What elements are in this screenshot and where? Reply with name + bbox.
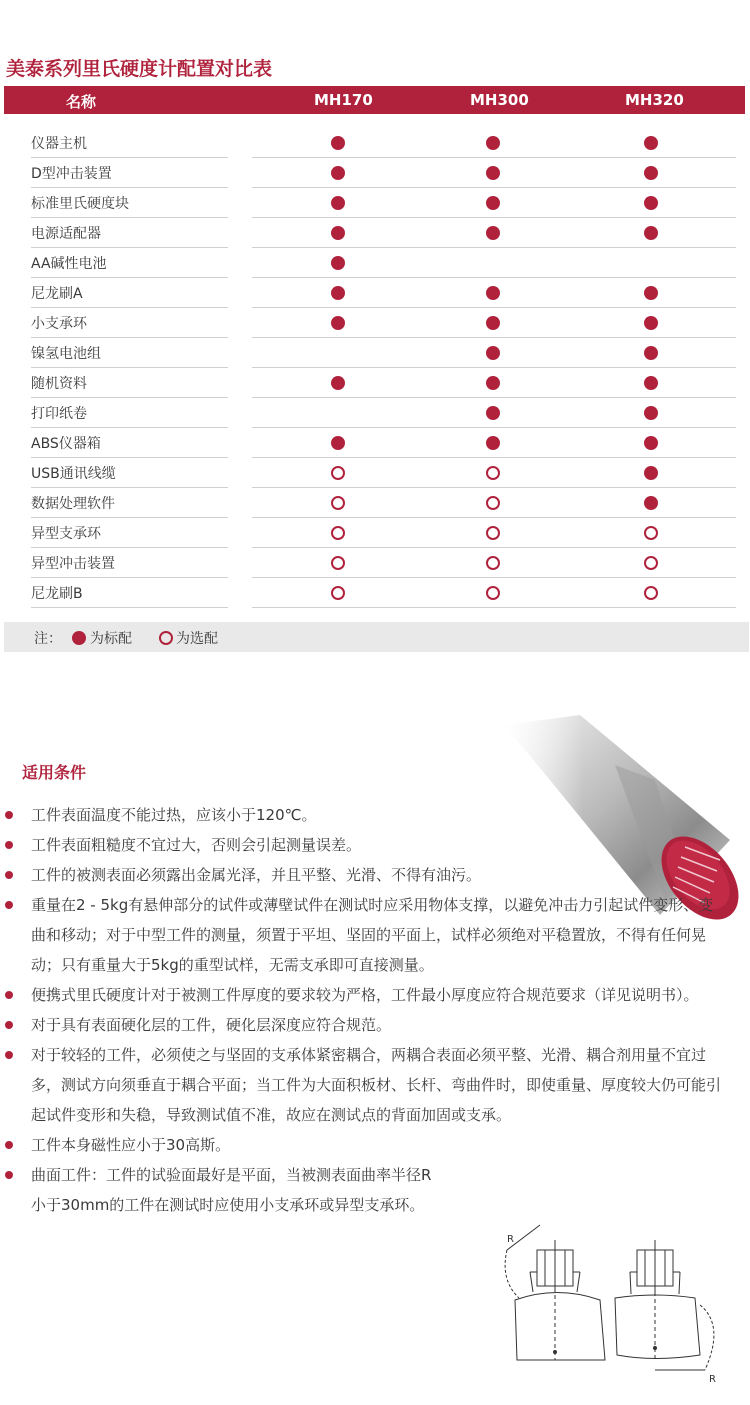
standard-dot-icon [331,436,345,450]
table-row [0,158,750,188]
bullet-icon [5,811,13,819]
table-row [0,278,750,308]
standard-dot-icon [331,226,345,240]
bullet-icon [5,841,13,849]
standard-dot-icon [644,196,658,210]
standard-dot-icon [644,376,658,390]
curved-surface-diagram [495,1220,735,1390]
bullet-icon [5,1171,13,1179]
condition-text: 工件表面粗糙度不宜过大，否则会引起测量误差。 [31,836,362,854]
row-divider [31,607,228,608]
header-mh320: MH320 [625,91,684,109]
table-row [0,398,750,428]
standard-dot-icon [644,346,658,360]
condition-text: 对于具有表面硬化层的工件，硬化层深度应符合规范。 [31,1016,392,1034]
optional-ring-icon [486,526,500,540]
row-label: D型冲击装置 [31,166,112,182]
bullet-icon [5,871,13,879]
table-row [0,518,750,548]
optional-ring-icon [159,631,173,645]
header-name: 名称 [66,93,97,111]
radius-label-right: R [709,1374,716,1385]
standard-dot-icon [486,406,500,420]
optional-ring-icon [644,586,658,600]
condition-item [0,1160,750,1220]
standard-dot-icon [644,166,658,180]
condition-item [0,830,750,860]
conditions-list [0,800,750,1220]
standard-dot-icon [644,316,658,330]
row-label: 异型冲击装置 [31,556,115,572]
bullet-icon [5,1051,13,1059]
row-divider [252,607,736,608]
table-row [0,488,750,518]
optional-ring-icon [644,526,658,540]
table-row [0,458,750,488]
row-label: 随机资料 [31,376,87,392]
standard-dot-icon [486,136,500,150]
standard-dot-icon [644,136,658,150]
note-standard: 为标配 [90,631,132,647]
row-label: 尼龙刷B [31,586,83,602]
legend-note [4,622,749,652]
row-label: AA碱性电池 [31,256,107,272]
table-row [0,548,750,578]
standard-dot-icon [644,286,658,300]
note-optional: 为选配 [176,631,218,647]
table-body [0,128,750,608]
condition-item [0,890,750,980]
standard-dot-icon [331,136,345,150]
condition-text: 重量在2 - 5kg有悬伸部分的试件或薄壁试件在测试时应采用物体支撑，以避免冲击力引起试件变形、变曲和移动；对于中型工件的测量，须置于平坦、坚固的平面上，试样必须绝对平稳置放，不得有任何晃动；只有重量大于5kg的重型试样，无需支承即可直接测量。 [31,896,714,974]
standard-dot-icon [486,166,500,180]
row-label: 数据处理软件 [31,496,115,512]
optional-ring-icon [331,496,345,510]
table-title: 美泰系列里氏硬度计配置对比表 [6,58,273,80]
row-label: 打印纸卷 [31,406,87,422]
optional-ring-icon [644,556,658,570]
condition-text: 工件表面温度不能过热，应该小于120℃。 [31,806,317,824]
row-label: 异型支承环 [31,526,101,542]
row-label: 小支承环 [31,316,87,332]
standard-dot-icon [644,466,658,480]
condition-item [0,1130,750,1160]
table-row [0,428,750,458]
table-row [0,368,750,398]
condition-item [0,1040,750,1130]
row-label: 电源适配器 [31,226,101,242]
condition-text: 工件本身磁性应小于30高斯。 [31,1136,231,1154]
standard-dot-icon [486,196,500,210]
standard-dot-icon [331,166,345,180]
optional-ring-icon [486,556,500,570]
standard-dot-icon [331,286,345,300]
standard-dot-icon [486,376,500,390]
condition-item [0,980,750,1010]
optional-ring-icon [331,526,345,540]
bullet-icon [5,1141,13,1149]
header-mh300: MH300 [470,91,529,109]
bullet-icon [5,991,13,999]
bullet-icon [5,1021,13,1029]
row-label: 尼龙刷A [31,286,83,302]
standard-dot-icon [486,316,500,330]
standard-dot-icon [486,346,500,360]
standard-dot-icon [644,496,658,510]
optional-ring-icon [331,556,345,570]
conditions-title: 适用条件 [22,763,87,782]
row-label: USB通讯线缆 [31,466,116,482]
table-row [0,308,750,338]
standard-dot-icon [331,316,345,330]
standard-dot-icon [486,226,500,240]
standard-dot-icon [72,631,86,645]
table-row [0,218,750,248]
standard-dot-icon [331,376,345,390]
note-prefix: 注： [34,631,62,647]
bullet-icon [5,901,13,909]
optional-ring-icon [331,586,345,600]
standard-dot-icon [644,436,658,450]
table-header [4,86,745,114]
table-row [0,188,750,218]
standard-dot-icon [331,256,345,270]
row-label: 标准里氏硬度块 [31,196,129,212]
condition-text: 便携式里氏硬度计对于被测工件厚度的要求较为严格，工件最小厚度应符合规范要求（详见说明书）。 [31,986,699,1004]
table-row [0,128,750,158]
standard-dot-icon [331,196,345,210]
table-row [0,578,750,608]
standard-dot-icon [644,226,658,240]
standard-dot-icon [486,436,500,450]
optional-ring-icon [486,496,500,510]
row-label: 镍氢电池组 [31,346,101,362]
row-label: 仪器主机 [31,136,87,152]
condition-text: 工件的被测表面必须露出金属光泽，并且平整、光滑、不得有油污。 [31,866,482,884]
table-row [0,338,750,368]
condition-text: 曲面工件：工件的试验面最好是平面，当被测表面曲率半径R小于30mm的工件在测试时应使用小支承环或异型支承环。 [31,1166,432,1214]
optional-ring-icon [486,466,500,480]
standard-dot-icon [486,286,500,300]
row-label: ABS仪器箱 [31,436,101,452]
optional-ring-icon [331,466,345,480]
header-mh170: MH170 [314,91,373,109]
condition-item [0,860,750,890]
condition-item [0,1010,750,1040]
radius-label-left: R [507,1234,514,1245]
table-row [0,248,750,278]
condition-text: 对于较轻的工件，必须使之与坚固的支承体紧密耦合，两耦合表面必须平整、光滑、耦合剂用量不宜过多，测试方向须垂直于耦合平面；当工件为大面积板材、长杆、弯曲件时，即使重量、厚度较大仍可能引起试件变形和失稳，导致测试值不准，故应在测试点的背面加固或支承。 [31,1046,722,1124]
optional-ring-icon [486,586,500,600]
standard-dot-icon [644,406,658,420]
condition-item [0,800,750,830]
